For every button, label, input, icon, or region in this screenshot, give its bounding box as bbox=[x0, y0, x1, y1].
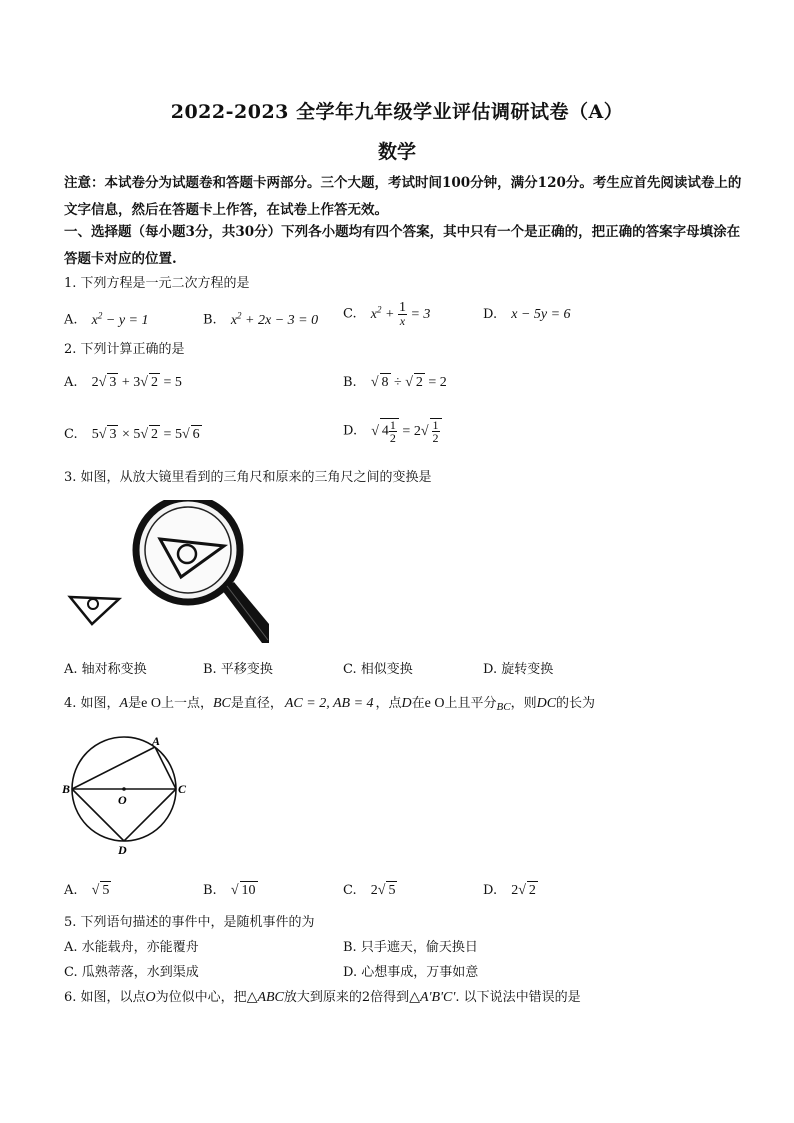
q4-b-value: √ 10 bbox=[230, 883, 256, 898]
q1-b-equation: $x^2 + 2x - 3 = 0$ bbox=[230, 310, 319, 328]
notice-paragraph: 注意：本试卷分为试题卷和答题卡两部分。三个大题，考试时间100分钟，满分120分。考生应首先阅读试卷上的文字信息，然后在答题卡上作答，在试卷上作答无效。 bbox=[64, 175, 742, 218]
q2-option-b bbox=[343, 373, 447, 392]
q5-option-c: C. 瓜熟蒂落，水到渠成 bbox=[64, 965, 199, 980]
q4-a-value: √ 5 bbox=[91, 883, 110, 898]
q1-option-b bbox=[203, 306, 318, 330]
circle-figure bbox=[62, 732, 192, 862]
question-1-stem: 1. 下列方程是一元二次方程的是 bbox=[64, 276, 250, 291]
q4-option-d bbox=[483, 881, 538, 900]
option-label: D. bbox=[483, 883, 498, 898]
option-label: C. bbox=[343, 306, 357, 322]
point-b-label: B bbox=[62, 782, 71, 796]
question-4-stem: 4. 如图，A是e O上一点，BC是直径， AC = 2, AB = 4 ，点D在e O上且平分$_{BC}$，则DC的长为 bbox=[64, 696, 596, 713]
exam-title: 2022-2023 全学年九年级学业评估调研试卷（A） bbox=[170, 101, 624, 123]
question-5-stem: 5. 下列语句描述的事件中，是随机事件的为 bbox=[64, 915, 315, 930]
q4-option-a bbox=[64, 881, 111, 900]
q4-d-value: 2√ 2 bbox=[511, 883, 536, 898]
q3-option-d: D. 旋转变换 bbox=[483, 662, 554, 677]
option-label: B. bbox=[203, 312, 217, 328]
q1-c-equation: $x^2$ + $\frac{1}{x}$ = 3 bbox=[370, 299, 431, 328]
option-label: A. bbox=[64, 883, 78, 898]
q1-option-d bbox=[483, 306, 571, 324]
point-c-label: C bbox=[178, 782, 187, 796]
q3-option-a: A. 轴对称变换 bbox=[64, 662, 147, 677]
option-label: B. bbox=[203, 883, 217, 898]
question-2-stem: 2. 下列计算正确的是 bbox=[64, 342, 185, 357]
option-label: D. bbox=[343, 423, 358, 439]
q1-a-equation: $x^2 - y = 1$ bbox=[91, 310, 149, 328]
option-label: C. bbox=[64, 427, 78, 442]
q4-c-value: 2√ 5 bbox=[370, 883, 396, 898]
option-label: B. bbox=[343, 375, 357, 390]
q1-d-equation: x − 5y = 6 bbox=[511, 307, 571, 322]
q3-option-b: B. 平移变换 bbox=[203, 662, 273, 677]
point-a-label: A bbox=[152, 734, 161, 748]
q2-option-d bbox=[343, 418, 442, 444]
q2-b-expression: √ 8 ÷ √ 2 = 2 bbox=[370, 375, 447, 390]
q5-option-d: D. 心想事成，万事如意 bbox=[343, 965, 479, 980]
option-label: A. bbox=[64, 375, 78, 390]
q2-option-a bbox=[64, 373, 182, 392]
exam-subject: 数学 bbox=[377, 141, 416, 163]
q1-option-a bbox=[64, 306, 149, 330]
q5-option-a: A. 水能载舟，亦能覆舟 bbox=[64, 940, 199, 955]
point-d-label: D bbox=[118, 843, 127, 857]
point-o-label: O bbox=[118, 793, 127, 807]
q4-option-c bbox=[343, 881, 397, 900]
q2-c-expression: 5√ 3 × 5√ 2 = 5√ 6 bbox=[91, 427, 200, 442]
question-3-stem: 3. 如图，从放大镜里看到的三角尺和原来的三角尺之间的变换是 bbox=[64, 470, 432, 485]
option-label: A. bbox=[64, 312, 78, 328]
question-6-stem: 6. 如图，以点O为位似中心，把△ABC放大到原来的2倍得到△A'B'C'. 以下说法中错误的是 bbox=[64, 990, 581, 1005]
option-label: C. bbox=[343, 883, 357, 898]
section-one-instructions: 一、选择题（每小题3分，共30分）下列各小题均有四个答案，其中只有一个是正确的，把正确的答案字母填涂在答题卡对应的位置. bbox=[64, 224, 741, 267]
q4-option-b bbox=[203, 881, 258, 900]
magnifier-figure bbox=[64, 500, 274, 652]
q1-option-c bbox=[343, 300, 430, 327]
q2-a-expression: 2√ 3 + 3√ 2 = 5 bbox=[91, 375, 182, 390]
q2-d-expression: √ 4 $\frac{1}{2}$ = 2√ $\frac{1}{2}$ bbox=[371, 424, 441, 439]
q2-option-c bbox=[64, 425, 202, 444]
q3-option-c: C. 相似变换 bbox=[343, 662, 413, 677]
q5-option-b: B. 只手遮天，偷天换日 bbox=[343, 940, 478, 955]
option-label: D. bbox=[483, 307, 498, 322]
